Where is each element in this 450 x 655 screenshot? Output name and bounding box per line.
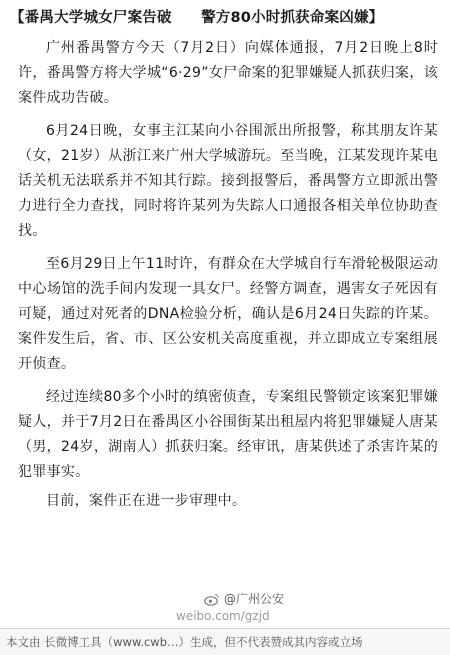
watermark-account: @广州公安 xyxy=(224,592,285,606)
weibo-watermark xyxy=(204,590,284,607)
paragraph-3: 至6月29日上午11时许，有群众在大学城自行车滑轮极限运动中心场馆的洗手间内发现一具女尸。经警方调查，遇害女子死因有可疑，通过对死者的DNA检验分析，确认是6月24日失踪的许某。案件发生后，省、市、区公安机关高度重视，并立即成立专案组展开侦查。 xyxy=(18,256,438,372)
paragraph-5: 目前，案件正在进一步审理中。 xyxy=(46,493,247,509)
generator-footer: 本文由 长微博工具（www.cwb…）生成，但不代表赞成其内容或立场 xyxy=(0,628,450,655)
weibo-logo-icon xyxy=(204,592,220,606)
paragraph-1: 广州番禺警方今天（7月2日）向媒体通报，7月2日晚上8时许，番禺警方将大学城“6·29”女尸命案的犯罪嫌疑人抓获归案，该案件成功告破。 xyxy=(18,40,438,106)
paragraph-2: 6月24日晚，女事主江某向小谷围派出所报警，称其朋友许某（女，21岁）从浙江来广州大学城游玩。至当晚，江某发现许某电话关机无法联系并不知其行踪。接到报警后，番禺警方立即派出警力进行全力查找，同时将许某列为失踪人口通报各相关单位协助查找。 xyxy=(18,123,438,239)
article-headline: 【番禺大学城女尸案告破 警方80小时抓获命案凶嫌】 xyxy=(10,10,384,26)
paragraph-4: 经过连续80多个小时的缜密侦查，专案组民警锁定该案犯罪嫌疑人，并于7月2日在番禺区小谷围街某出租屋内将犯罪嫌疑人唐某（男，24岁，湖南人）抓获归案。经审讯，唐某供述了杀害许某的犯罪事实。 xyxy=(18,389,438,480)
watermark-url: weibo.com/gzjd xyxy=(176,609,270,623)
article-body xyxy=(18,36,438,522)
